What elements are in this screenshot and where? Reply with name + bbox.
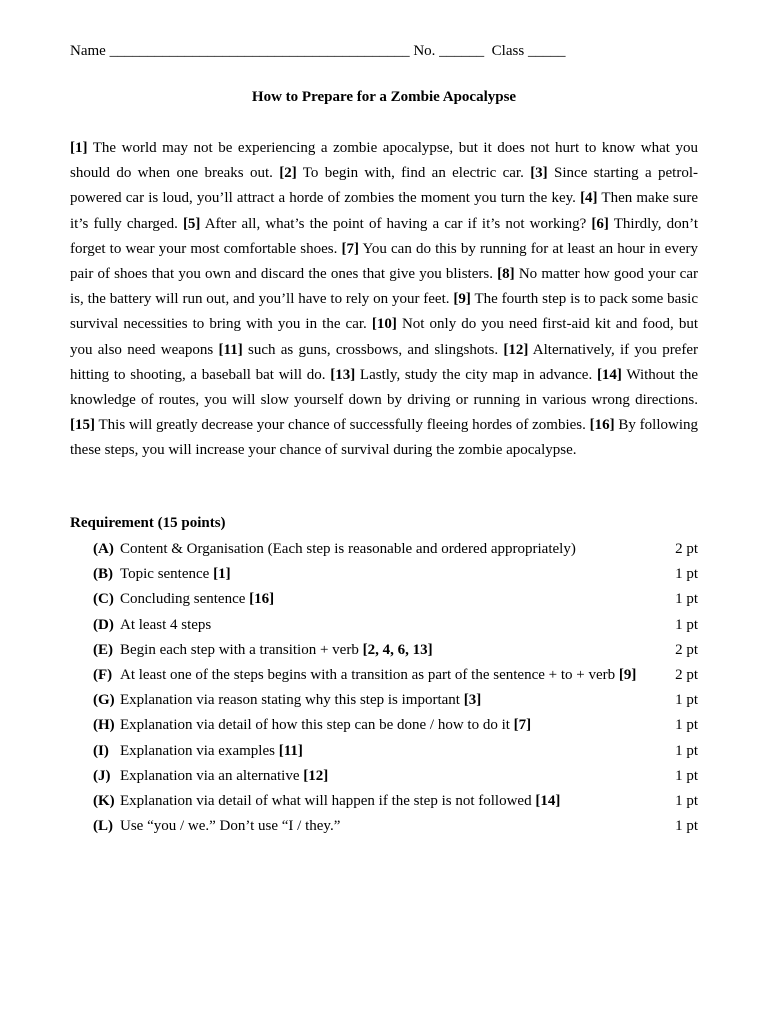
sentence-text: The world may not be experiencing a zombie apocalypse, but it does not hurt to know what you should do when one breaks out. bbox=[70, 140, 698, 182]
sentence-text: No matter how good your car is, the battery will run out, and you’ll have to rely on your feet. bbox=[70, 266, 698, 308]
page-title: How to Prepare for a Zombie Apocalypse bbox=[251, 89, 517, 105]
requirement-description: Use “you / we.” Don’t use “I / they.” bbox=[120, 818, 341, 835]
requirement-item bbox=[93, 640, 698, 665]
requirement-ref: [3] bbox=[463, 692, 482, 709]
requirement-points: 1 pt bbox=[675, 591, 698, 608]
requirement-description: Explanation via reason stating why this step is important bbox=[120, 692, 464, 709]
requirement-points: 1 pt bbox=[675, 616, 698, 633]
number-blank: ______ bbox=[439, 43, 485, 59]
requirement-description: Begin each step with a transition + verb bbox=[120, 641, 363, 658]
sentence-text: such as guns, crossbows, and slingshots. bbox=[242, 341, 504, 358]
sentence-text: To begin with, find an electric car. bbox=[296, 165, 531, 182]
requirement-item bbox=[93, 665, 698, 690]
requirement-points: 2 pt bbox=[675, 541, 698, 557]
requirement-letter: (G) bbox=[93, 692, 115, 709]
requirement-letter: (C) bbox=[93, 591, 114, 608]
requirement-item bbox=[93, 589, 698, 614]
requirement-text bbox=[120, 615, 666, 640]
requirement-text bbox=[120, 741, 666, 766]
sentence-text: You can do this by running for at least an hour in every pair of shoes that you own and discard the ones that give you blisters. bbox=[70, 240, 698, 283]
requirement-points: 1 pt bbox=[675, 692, 698, 709]
requirement-item bbox=[93, 539, 698, 564]
requirement-text bbox=[120, 766, 666, 791]
student-info-line bbox=[70, 42, 565, 60]
sentence-number: [14] bbox=[596, 366, 622, 383]
requirement-description: Explanation via detail of how this step can be done / how to do it bbox=[120, 717, 514, 734]
requirement-text bbox=[120, 564, 666, 589]
sentence-number: [11] bbox=[218, 341, 243, 358]
requirement-letter: (E) bbox=[93, 641, 113, 658]
requirement-ref: [11] bbox=[278, 742, 303, 759]
sentence-text: By following these steps, you will increase your chance of survival during the zombie apocalypse. bbox=[70, 417, 698, 459]
class-label: Class bbox=[491, 43, 525, 59]
requirement-points: 1 pt bbox=[675, 566, 698, 583]
requirement-text bbox=[120, 665, 666, 690]
requirement-description: At least 4 steps bbox=[120, 616, 212, 633]
sentence-number: [5] bbox=[182, 215, 201, 232]
sentence-number: [9] bbox=[453, 291, 471, 308]
sentence-number: [1] bbox=[70, 140, 88, 156]
requirement-item bbox=[93, 791, 698, 816]
sentence-text: After all, what’s the point of having a car if it’s not working? bbox=[200, 215, 592, 232]
sentence-text: The fourth step is to pack some basic survival necessities to bring with you in the car. bbox=[70, 291, 698, 333]
requirement-description: Concluding sentence bbox=[120, 591, 250, 608]
requirement-text bbox=[120, 791, 666, 816]
sentence-text: Not only do you need first-aid kit and food, but you also need weapons bbox=[70, 316, 698, 358]
sentence-number: [10] bbox=[371, 316, 397, 333]
sentence-text: Then make sure it’s fully charged. bbox=[70, 190, 698, 232]
requirement-points: 1 pt bbox=[675, 742, 698, 759]
sentence-number: [3] bbox=[530, 165, 548, 182]
number-label: No. bbox=[413, 43, 436, 59]
requirement-points: 2 pt bbox=[675, 666, 698, 683]
name-blank: ________________________________________ bbox=[109, 43, 410, 59]
sentence-text: Since starting a petrol-powered car is loud, you’ll attract a horde of zombies the moment you turn the key. bbox=[70, 165, 698, 207]
class-blank: _____ bbox=[527, 43, 566, 59]
requirement-item bbox=[93, 615, 698, 640]
requirement-text bbox=[120, 690, 666, 715]
requirement-points: 1 pt bbox=[675, 767, 698, 784]
sentence-text: Lastly, study the city map in advance. bbox=[355, 366, 597, 383]
sentence-number: [16] bbox=[589, 417, 615, 434]
requirement-letter: (H) bbox=[93, 717, 115, 734]
requirement-item bbox=[93, 564, 698, 589]
requirement-description: Explanation via an alternative bbox=[120, 767, 304, 784]
requirement-letter: (L) bbox=[93, 818, 113, 835]
requirement-description: Explanation via examples bbox=[120, 742, 279, 759]
requirement-ref: [9] bbox=[618, 666, 637, 683]
requirement-ref: [16] bbox=[249, 591, 275, 608]
requirement-text bbox=[120, 715, 666, 740]
requirement-item bbox=[93, 741, 698, 766]
requirement-letter: (B) bbox=[93, 566, 113, 583]
requirement-letter: (A) bbox=[93, 541, 114, 557]
requirement-ref: [14] bbox=[535, 792, 561, 809]
sentence-text: Without the knowledge of routes, you will slow yourself down by driving or running in various wrong directions. bbox=[70, 366, 698, 409]
sentence-text: Alternatively, if you prefer hitting to shooting, a baseball bat will do. bbox=[70, 341, 698, 383]
sentence-text: This will greatly decrease your chance of successfully fleeing hordes of zombies. bbox=[95, 417, 590, 434]
sentence-number: [6] bbox=[591, 215, 609, 232]
requirement-list bbox=[93, 539, 698, 841]
requirement-text bbox=[120, 640, 666, 665]
requirement-letter: (D) bbox=[93, 616, 114, 633]
requirement-description: Topic sentence bbox=[120, 566, 214, 583]
sentence-number: [15] bbox=[70, 417, 95, 434]
requirement-ref: [2, 4, 6, 13] bbox=[362, 641, 433, 658]
requirement-ref: [7] bbox=[513, 717, 532, 734]
requirement-points: 1 pt bbox=[675, 792, 698, 809]
sentence-number: [13] bbox=[330, 366, 356, 383]
requirement-letter: (I) bbox=[93, 742, 109, 759]
requirement-letter: (K) bbox=[93, 792, 115, 809]
sentence-number: [4] bbox=[580, 190, 598, 207]
requirement-item bbox=[93, 715, 698, 740]
requirement-item bbox=[93, 766, 698, 791]
requirement-item bbox=[93, 690, 698, 715]
requirement-text bbox=[120, 816, 666, 841]
requirement-points: 2 pt bbox=[675, 641, 698, 658]
requirement-ref: [12] bbox=[303, 767, 329, 784]
requirement-points: 1 pt bbox=[675, 818, 698, 835]
requirement-heading: Requirement (15 points) bbox=[70, 515, 226, 531]
sentence-number: [12] bbox=[503, 341, 529, 358]
requirement-letter: (J) bbox=[93, 767, 111, 784]
sentence-number: [8] bbox=[497, 266, 515, 283]
requirement-text bbox=[120, 589, 666, 614]
sentence-number: [7] bbox=[341, 240, 359, 257]
requirement-points: 1 pt bbox=[675, 717, 698, 734]
sentence-number: [2] bbox=[279, 165, 297, 182]
requirement-ref: [1] bbox=[213, 566, 231, 583]
sentence-text: Thirdly, don’t forget to wear your most comfortable shoes. bbox=[70, 215, 699, 257]
requirement-letter: (F) bbox=[93, 666, 113, 683]
passage-paragraph bbox=[70, 136, 698, 464]
requirement-description: Content & Organisation (Each step is reasonable and ordered appropriately) bbox=[120, 541, 576, 557]
name-label: Name bbox=[70, 43, 106, 59]
requirement-description: Explanation via detail of what will happen if the step is not followed bbox=[120, 792, 536, 809]
requirement-description: At least one of the steps begins with a transition as part of the sentence + to + verb bbox=[120, 666, 619, 683]
requirement-item bbox=[93, 816, 698, 841]
requirement-text bbox=[120, 539, 666, 564]
